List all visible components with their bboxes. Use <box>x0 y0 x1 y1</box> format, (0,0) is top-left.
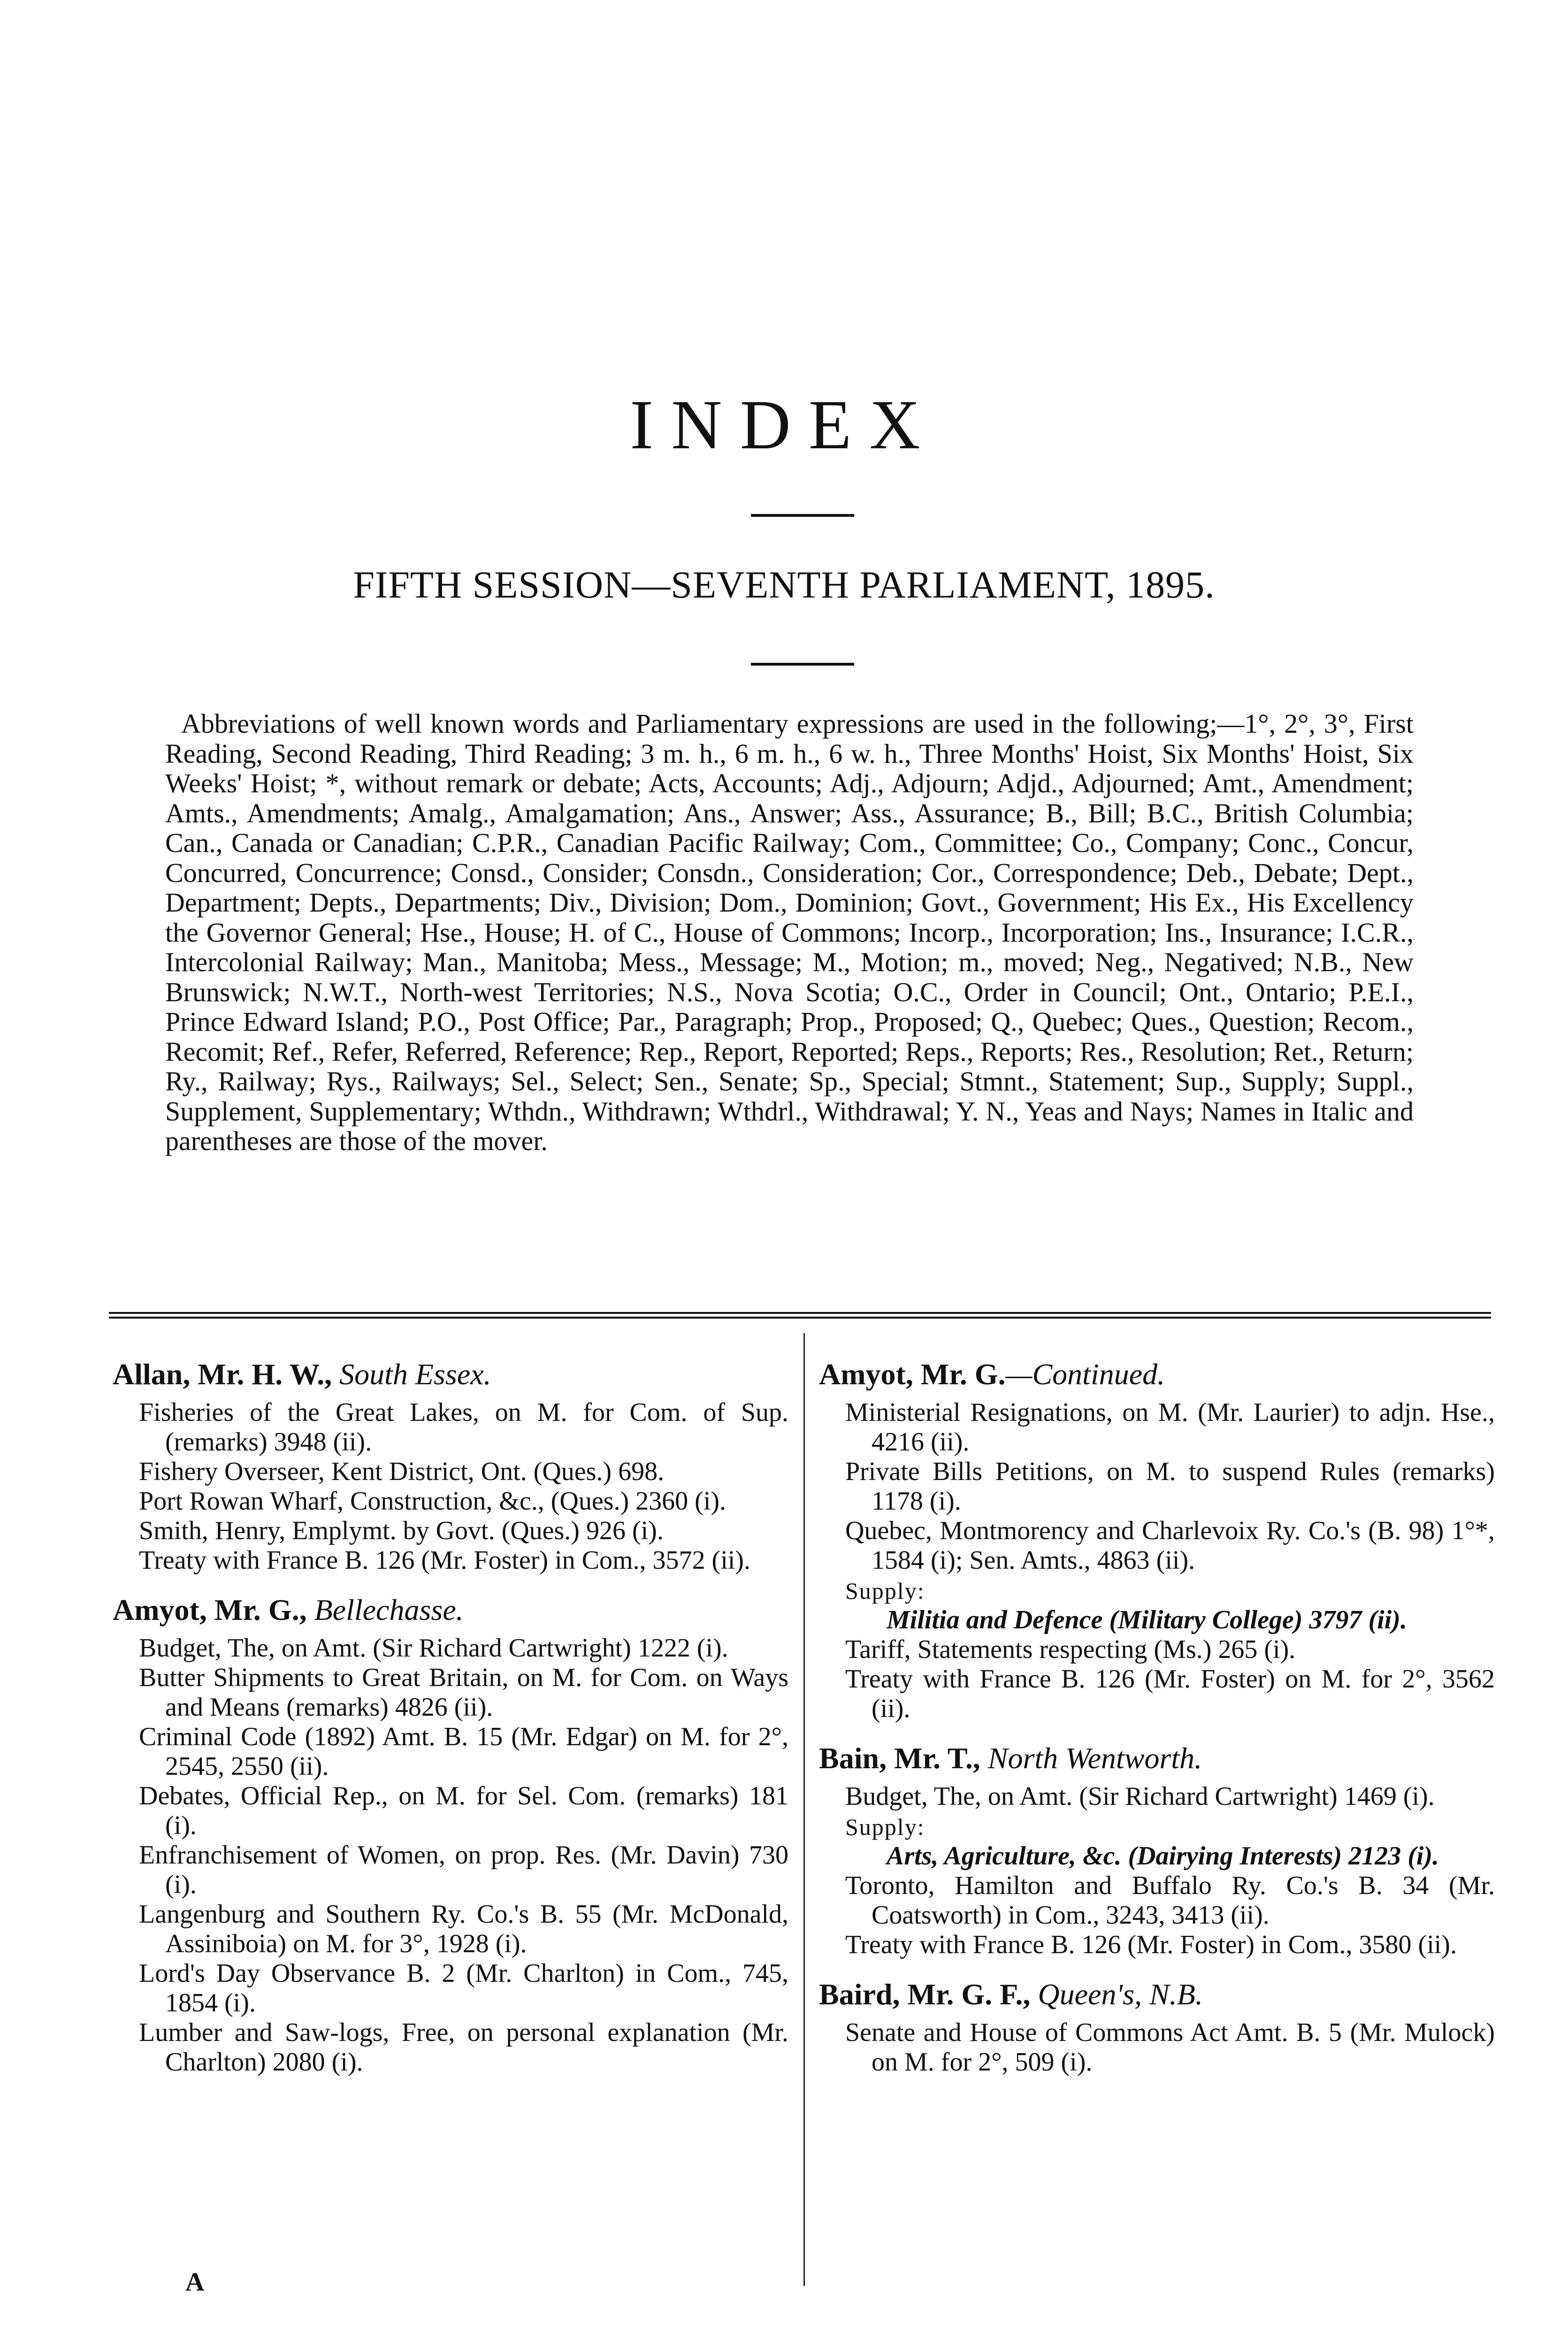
index-entry: Treaty with France B. 126 (Mr. Foster) in Com., 3572 (ii). <box>139 1546 750 1575</box>
member-constituency: Queen's, N.B. <box>1038 1978 1203 2011</box>
index-group-amyot <box>113 1591 788 2077</box>
index-entry: Quebec, Montmorency and Charlevoix Ry. Co.'s (B. 98) 1°*, 1584 (i); Sen. Amts., 4863 (ii). <box>845 1516 1495 1575</box>
index-entry: Smith, Henry, Emplymt. by Govt. (Ques.) 926 (i). <box>139 1516 664 1545</box>
index-entry: Fishery Overseer, Kent District, Ont. (Ques.) 698. <box>139 1457 665 1486</box>
member-heading <box>819 1356 1495 1393</box>
member-heading <box>819 1976 1495 2013</box>
column-divider <box>803 1333 805 2286</box>
supply-label: Supply: <box>845 1578 925 1604</box>
right-column <box>819 1356 1495 2093</box>
index-group-baird <box>819 1976 1495 2077</box>
supply-entry <box>819 1605 1495 1635</box>
index-entry: Butter Shipments to Great Britain, on M. for Com. on Ways and Means (remarks) 4826 (ii). <box>139 1663 788 1722</box>
abbreviations-paragraph: Abbreviations of well known words and Parliamentary expressions are used in the following;—1°, 2°, 3°, First Reading, Second Reading, Third Reading; 3 m. h., 6 m. h., 6 w. h., Three Months' Hoist, Six Months' Hoist, Six Weeks' Hoist; *, without remark or debate; Acts, Accounts; Adj., Adjourn; Adjd., Adjourned; Amt., Amendment; Amts., Amendments; Amalg., Amalgamation; Ans., Answer; Ass., Assurance; B., Bill; B.C., British Columbia; Can., Canada or Canadian; C.P.R., Canadian Pacific Railway; Com., Committee; Co., Company; Conc., Concur, Concurred, Concurrence; Consd., Consider; Consdn., Consideration; Cor., Correspondence; Deb., Debate; Dept., Department; Depts., Departments; Div., Division; Dom., Dominion; Govt., Government; His Ex., His Excellency the Governor General; Hse., House; H. of C., House of Commons; Incorp., Incorporation; Ins., Insurance; I.C.R., Intercolonial Railway; Man., Manitoba; Mess., Message; M., Motion; m., moved; Neg., Negatived; N.B., New Brunswick; N.W.T., North-west Territories; N.S., Nova Scotia; O.C., Order in Council; Ont., Ontario; P.E.I., Prince Edward Island; P.O., Post Office; Par., Paragraph; Prop., Proposed; Q., Quebec; Ques., Question; Recom., Recomit; Ref., Refer, Referred, Reference; Rep., Report, Reported; Reps., Reports; Res., Resolution; Ret., Return; Ry., Railway; Rys., Railways; Sel., Select; Sen., Senate; Sp., Special; Stmnt., Statement; Sup., Supply; Suppl., Supplement, Supplementary; Wthdn., Withdrawn; Wthdrl., Withdrawal; Y. N., Yeas and Nays; Names in Italic and parentheses are those of the mover. <box>165 708 1414 1156</box>
member-name: Amyot, Mr. G. <box>819 1358 1006 1391</box>
index-entry: Fisheries of the Great Lakes, on M. for Com. of Sup. (remarks) 3948 (ii). <box>139 1398 788 1457</box>
index-entry: Treaty with France B. 126 (Mr. Foster) on M. for 2°, 3562 (ii). <box>845 1664 1495 1723</box>
index-entry: Ministerial Resignations, on M. (Mr. Laurier) to adjn. Hse., 4216 (ii). <box>845 1398 1495 1457</box>
index-entry: Port Rowan Wharf, Construction, &c., (Ques.) 2360 (i). <box>139 1487 726 1516</box>
member-name: Baird, Mr. G. F., <box>819 1978 1031 2011</box>
index-entry: Criminal Code (1892) Amt. B. 15 (Mr. Edgar) on M. for 2°, 2545, 2550 (ii). <box>139 1722 788 1781</box>
member-constituency: South Essex. <box>339 1358 491 1391</box>
index-entry: Toronto, Hamilton and Buffalo Ry. Co.'s B. 34 (Mr. Coatsworth) in Com., 3243, 3413 (ii). <box>845 1871 1495 1930</box>
member-constituency: —Continued. <box>1005 1358 1165 1391</box>
member-heading <box>113 1591 788 1629</box>
member-name: Allan, Mr. H. W., <box>113 1358 332 1391</box>
member-heading <box>113 1356 788 1393</box>
member-name: Bain, Mr. T., <box>819 1741 980 1775</box>
index-entry: Enfranchisement of Women, on prop. Res. (Mr. Davin) 730 (i). <box>139 1841 788 1899</box>
index-entry: Treaty with France B. 126 (Mr. Foster) in Com., 3580 (ii). <box>845 1930 1457 1959</box>
index-entry: Tariff, Statements respecting (Ms.) 265 (i). <box>845 1635 1296 1664</box>
member-heading <box>819 1740 1495 1777</box>
title-rule <box>751 514 854 517</box>
index-entry: Debates, Official Rep., on M. for Sel. Com. (remarks) 181 (i). <box>139 1781 788 1840</box>
index-entry: Budget, The, on Amt. (Sir Richard Cartwright) 1469 (i). <box>845 1782 1435 1811</box>
supply-entry-text: Arts, Agriculture, &c. (Dairying Interests) 2123 (i). <box>887 1841 1439 1871</box>
session-subtitle: FIFTH SESSION—SEVENTH PARLIAMENT, 1895. <box>353 563 1215 606</box>
index-group-amyot-continued <box>819 1356 1495 1724</box>
page-title: INDEX <box>630 386 938 464</box>
left-column <box>113 1356 788 2093</box>
subtitle-rule <box>751 663 854 666</box>
signature-mark: A <box>185 2268 205 2297</box>
member-name: Amyot, Mr. G., <box>113 1593 307 1626</box>
index-group-bain <box>819 1740 1495 1960</box>
supply-label: Supply: <box>845 1814 925 1840</box>
member-constituency: North Wentworth. <box>987 1741 1202 1775</box>
index-entry: Lord's Day Observance B. 2 (Mr. Charlton) in Com., 745, 1854 (i). <box>139 1959 788 2017</box>
supply-entry-text: Militia and Defence (Military College) 3797 (ii). <box>887 1605 1407 1634</box>
index-entry: Senate and House of Commons Act Amt. B. 5 (Mr. Mulock) on M. for 2°, 509 (i). <box>845 2018 1495 2077</box>
index-entry: Private Bills Petitions, on M. to suspend Rules (remarks) 1178 (i). <box>845 1457 1495 1516</box>
index-entry: Langenburg and Southern Ry. Co.'s B. 55 (Mr. McDonald, Assiniboia) on M. for 3°, 1928 (i). <box>139 1900 788 1958</box>
section-double-rule <box>109 1312 1491 1319</box>
supply-entry <box>819 1841 1495 1871</box>
index-entry: Budget, The, on Amt. (Sir Richard Cartwright) 1222 (i). <box>139 1634 728 1663</box>
index-group-allan <box>113 1356 788 1575</box>
index-entry: Lumber and Saw-logs, Free, on personal explanation (Mr. Charlton) 2080 (i). <box>139 2018 788 2077</box>
member-constituency: Bellechasse. <box>314 1593 464 1626</box>
